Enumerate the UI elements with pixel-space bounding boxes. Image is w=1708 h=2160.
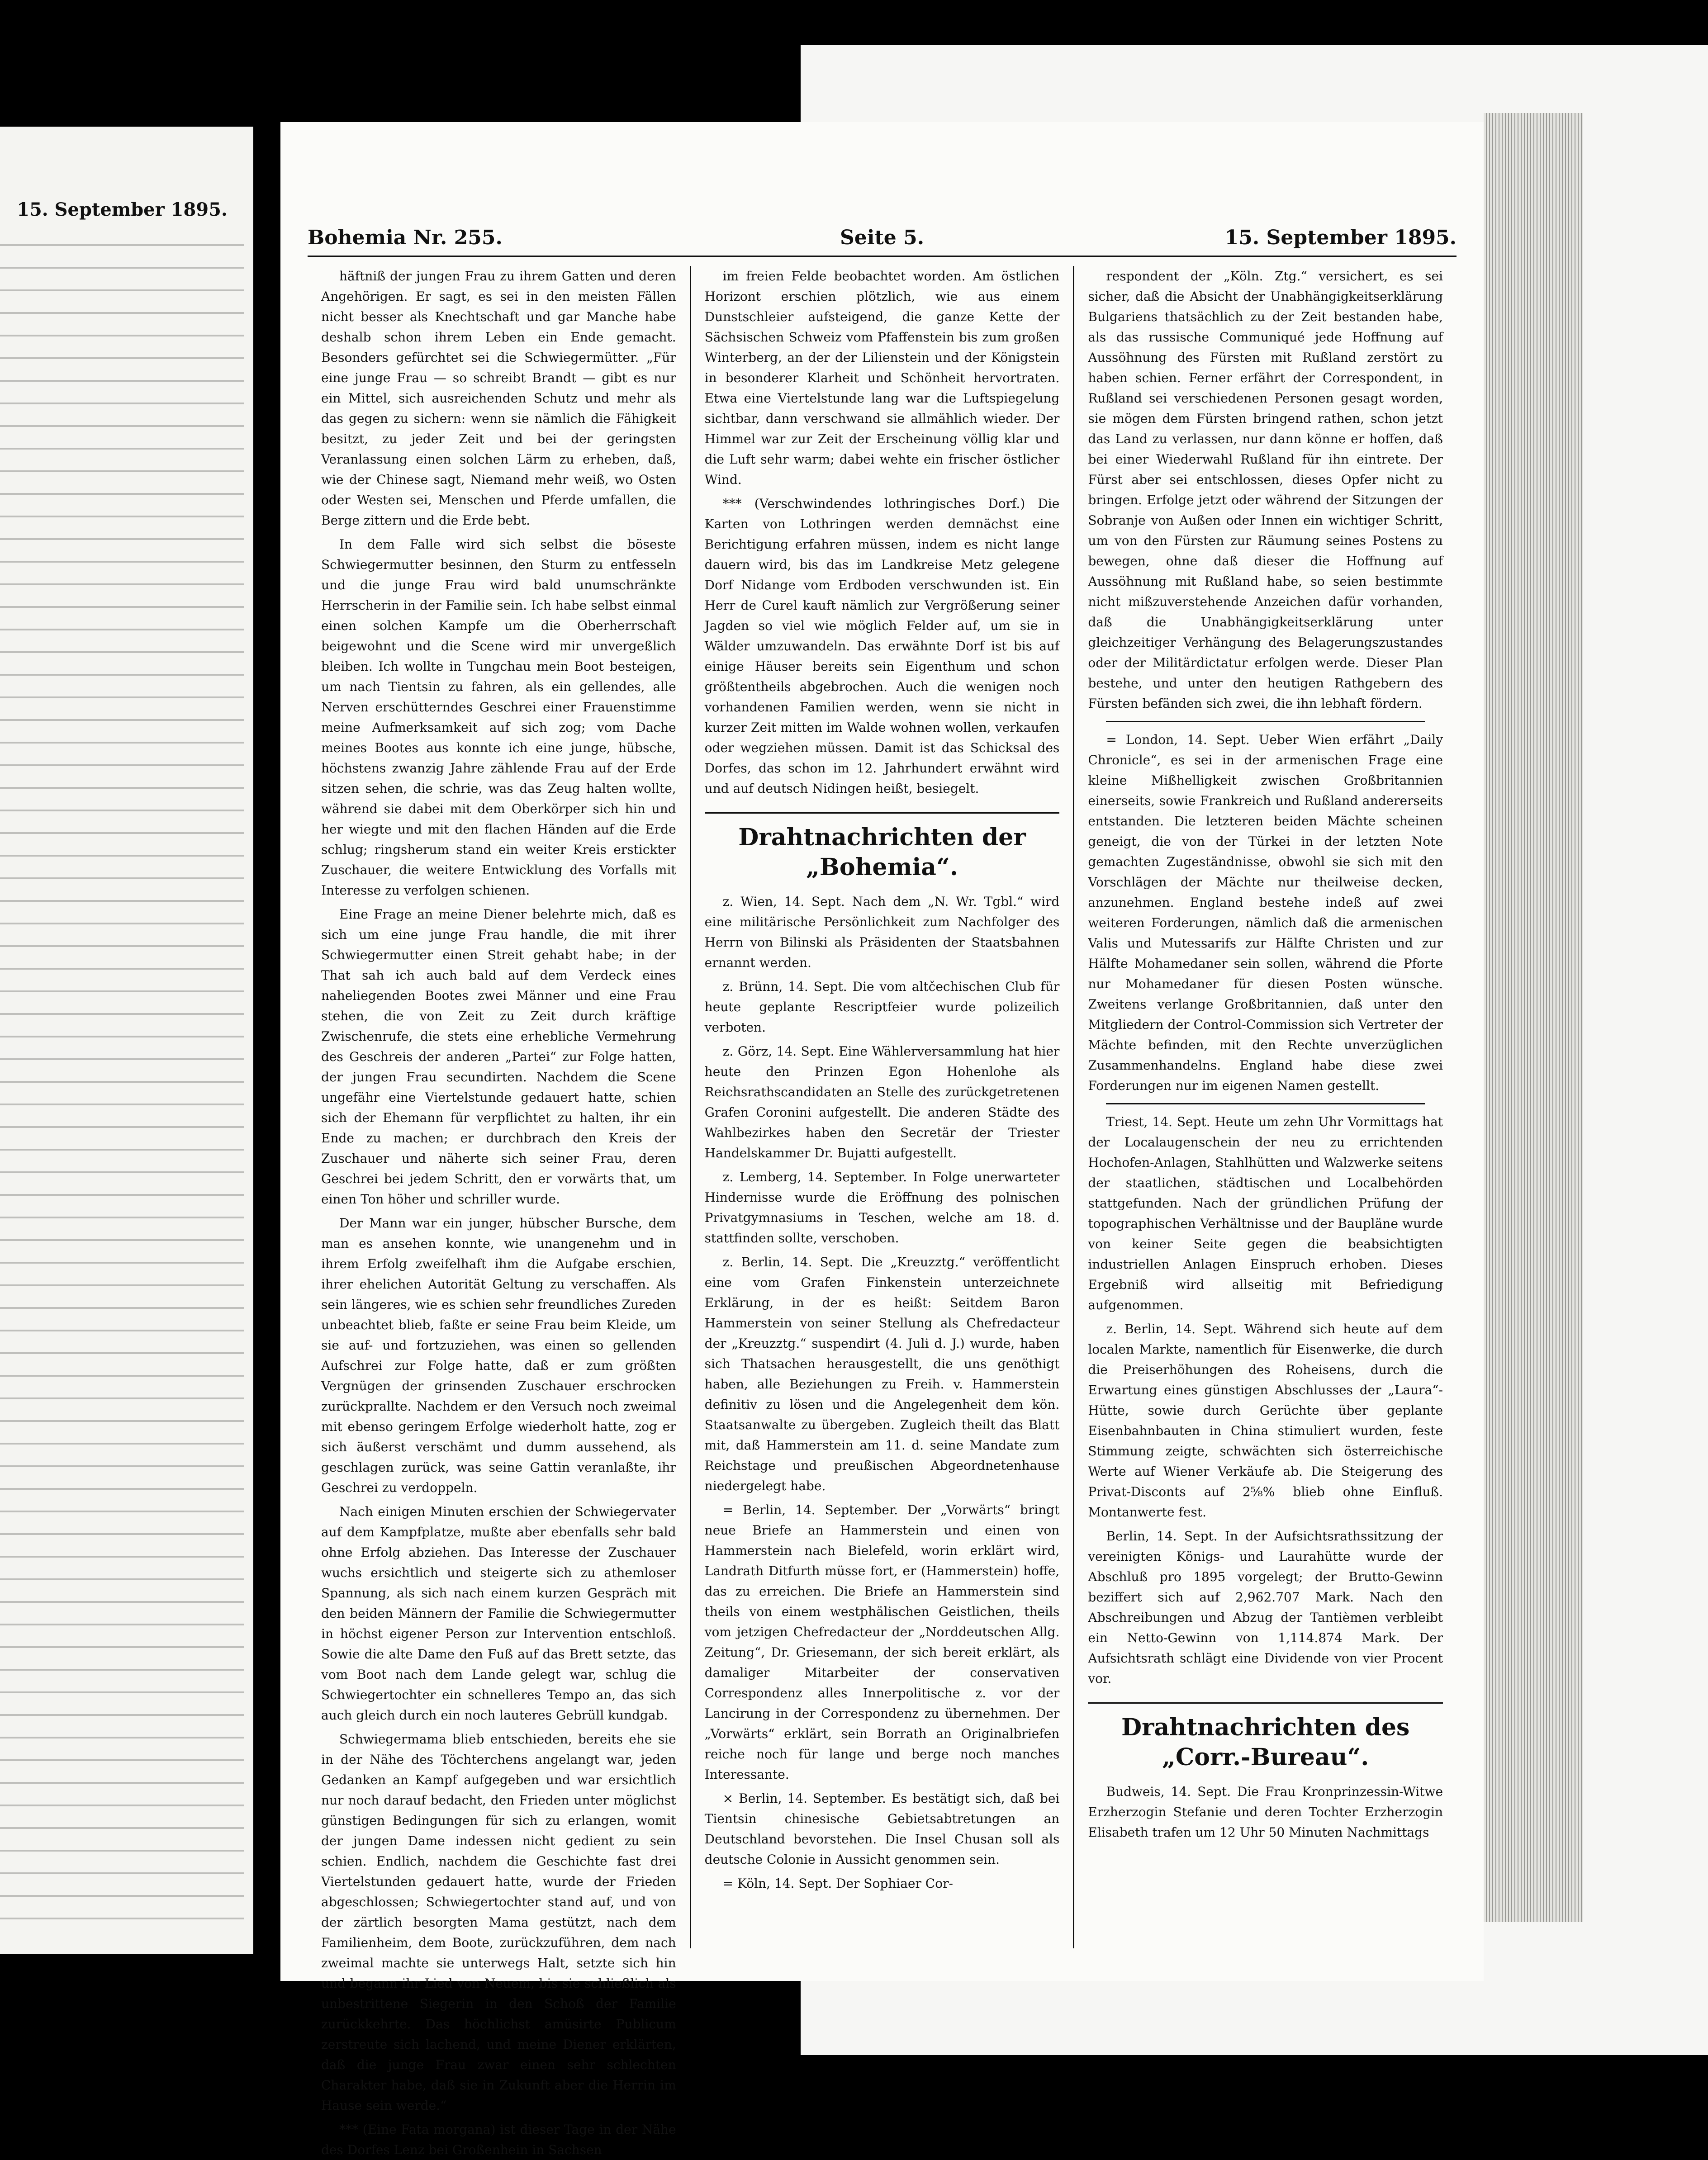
paragraph: Nach einigen Minuten erschien der Schwiegervater auf dem Kampfplatze, mußte aber ebenfalls sehr bald ohne Erfolg abziehen. Das Interesse der Zuschauer wuchs ersichtlich und steigerte sich zu athemloser Spannung, als sich nach einem kurzen Gespräch mit den beiden Männern der Familie die Schwiegermutter in höchst eigener Person zur Intervention entschloß. Sowie die alte Dame den Fuß auf das Brett setzte, das vom Boot nach dem Lande gelegt war, schlug die Schwiegertochter ein schnelleres Tempo an, das sich auch gleich durch ein noch lauteres Gebrüll kundgab.	[321, 1504, 676, 1723]
left-page-text	[0, 231, 244, 1940]
paragraph: Der Mann war ein junger, hübscher Bursche, dem man es ansehen konnte, wie unangenehm und in ihrem Erfolg zweifelhaft ihm die Aufgabe erschien, ihrer ehelichen Autorität Geltung zu verschaffen. Als sein längeres, wie es schien sehr freundliches Zureden unbeachtet blieb, faßte er seine Frau beim Kleide, um sie auf- und fortzuziehen, was einen so gellenden Aufschrei zur Folge hatte, daß er zum größten Vergnügen der grinsenden Zuschauer erschrocken zurückprallte. Nachdem er den Versuch noch zweimal mit ebenso geringem Erfolge wiederholt hatte, zog er sich äußerst verschämt und dumm aussehend, als geschlagen zurück, was seine Gattin veranlaßte, ihr Geschrei zu verdoppeln.	[321, 1216, 676, 1495]
news-item: = Berlin, 14. September. Der „Vorwärts“ bringt neue Briefe an Hammerstein und einen von Hammerstein nach Bielefeld, worin erklärt wird, Landrath Ditfurth müsse fort, er (Hammerstein) hoffe, das zu erreichen. Die Briefe an Hammerstein sind theils von einem westphälischen Geistlichen, theils vom jetzigen Chefredacteur der „Norddeutschen Allg. Zeitung“, Dr. Griesemann, der sich bereit erklärt, als damaliger Mitarbeiter der conservativen Correspondenz alles Innerpolitische z. vor der Lancirung in der Correspondenz zu übernehmen. Der „Vorwärts“ erklärt, sein Borrath an Originalbriefen reiche noch für lange und berge noch manches Interessante.	[704, 1502, 1060, 1782]
news-item: = Köln, 14. Sept. Der Sophiaer Cor-	[722, 1876, 953, 1891]
left-page	[0, 127, 253, 1954]
issue-number: Bohemia Nr. 255.	[308, 226, 503, 249]
news-item: z. Brünn, 14. Sept. Die vom altčechischen Club für heute geplante Rescriptfeier wurde polizeilich verboten.	[704, 979, 1060, 1035]
paragraph: im freien Felde beobachtet worden. Am östlichen Horizont erschien plötzlich, wie aus einem Dunstschleier aufsteigend, die ganze Kette der Sächsischen Schweiz vom Pfaffenstein bis zum großen Winterberg, an der der Lilienstein und der Königstein in besonderer Klarheit und Schönheit hervortraten. Etwa eine Viertelstunde lang war die Luftspiegelung sichtbar, dann verschwand sie allmählich wieder. Der Himmel war zur Zeit der Erscheinung völlig klar und die Luft sehr warm; dabei wehte ein frischer östlicher Wind.	[704, 269, 1060, 487]
divider	[1106, 1103, 1425, 1104]
paragraph: In dem Falle wird sich selbst die böseste Schwiegermutter besinnen, den Sturm zu entfesseln und die junge Frau wird bald unumschränkte Herrscherin in der Familie sein. Ich habe selbst einmal einen solchen Kampfe um die Oberherrschaft beigewohnt und die Scene wird mir unvergeßlich bleiben. Ich wollte in Tungchau mein Boot besteigen, um nach Tientsin zu fahren, als ein gellendes, alle Nerven erschütterndes Geschrei einer Frauenstimme meine Aufmerksamkeit auf sich zog; vom Dache meines Bootes aus konnte ich eine junge, hübsche, höchstens zwanzig Jahre zählende Frau auf der Erde sitzen sehen, die schrie, was das Zeug halten wollte, während sie dabei mit dem Oberkörper sich hin und her wiegte und mit den flachen Händen auf die Erde schlug; ringsherum stand ein weiter Kreis erstickter Zuschauer, die weitere Entwicklung des Vorfalls mit Interesse zu verfolgen schienen.	[321, 537, 676, 898]
section-title-corr-bureau: Drahtnachrichten des „Corr.-Bureau“.	[1088, 1702, 1443, 1772]
issue-date: 15. September 1895.	[1224, 226, 1457, 249]
newspaper-page	[280, 122, 1484, 2157]
news-item: respondent der „Köln. Ztg.“ versichert, es sei sicher, daß die Absicht der Unabhängigkeitserklärung Bulgariens thatsächlich zu der Zeit bestanden habe, als das russische Communiqué jede Hoffnung auf Aussöhnung des Fürsten mit Rußland zerstört zu haben schien. Ferner erfährt der Correspondent, in Rußland sei verschiedenen Personen gesagt worden, sie mögen dem Fürsten bringend rathen, schon jetzt das Land zu verlassen, nur dann könne er hoffen, daß bei einer Wiederwahl Rußland für ihn eintrete. Der Fürst aber sei entschlossen, dieses Opfer nicht zu bringen. Erfolge jetzt oder während der Sitzungen der Sobranje von Außen oder Innen ein wichtiger Schritt, um von den Fürsten zur Räumung seines Postens zu bewegen, ohne daß dieser die Hoffnung auf Aussöhnung mit Rußland habe, so seien bestimmte nicht mißzuverstehende Anzeichen dafür vorhanden, daß die Unabhängigkeitserklärung unter gleichzeitiger Verhängung des Belagerungszustandes oder der Militärdictatur erfolgen werde. Dieser Plan bestehe, und unter den heutigen Rathgebern des Fürsten befänden sich zwei, die ihn lebhaft fördern.	[1088, 269, 1443, 711]
column-2	[690, 266, 1073, 1948]
paragraph: häftniß der jungen Frau zu ihrem Gatten und deren Angehörigen. Er sagt, es sei in den meisten Fällen nicht besser als Knechtschaft und gar Manche habe deshalb schon ihrem Leben ein Ende gemacht. Besonders gefürchtet sei die Schwiegermütter. „Für eine junge Frau — so schreibt Brandt — gibt es nur ein Mittel, sich ausreichenden Schutz und mehr als das gegen zu sichern: wenn sie nämlich die Fähigkeit besitzt, zu jeder Zeit und bei der geringsten Veranlassung einen solchen Lärm zu erheben, daß, wie der Chinese sagt, Niemand mehr weiß, wo Osten oder Westen sei, Menschen und Pferde umfallen, die Berge zittern und die Erde bebt.	[321, 269, 676, 528]
book-page-edges	[1484, 113, 1583, 1922]
columns	[308, 266, 1457, 2157]
news-item: Triest, 14. Sept. Heute um zehn Uhr Vormittags hat der Localaugenschein der neu zu errichtenden Hochofen-Anlagen, Stahlhütten und Walzwerke seitens der staatlichen, städtischen und Localbehörden stattgefunden. Nach der gründlichen Prüfung der topographischen Verhältnisse und der Baupläne wurde von keiner Seite gegen die beabsichtigten industriellen Anlagen Einspruch erhoben. Dieses Ergebniß wird allseitig mit Befriedigung aufgenommen.	[1088, 1114, 1443, 1312]
paragraph: Schwiegermama blieb entschieden, bereits ehe sie in der Nähe des Töchterchens angelangt war, jeden Gedanken an Kampf aufgegeben und war ersichtlich nur noch darauf bedacht, den Frieden unter möglichst günstigen Bedingungen für sich zu erlangen, womit der jungen Dame indessen nicht gedient zu sein schien. Endlich, nachdem die Geschichte fast drei Viertelstunden gedauert hatte, wurde der Frieden abgeschlossen; Schwiegertochter stand auf, und von der zärtlich besorgten Mama gestützt, nach dem Familienheim, dem Boote, zurückzuführen, dem nach zweimal machte sie unterwegs Halt, setzte sich hin und begann ihr Lied von Neuem, bis sie schließlich als unbestrittene Siegerin in den Schoß der Familie zurückkehrte. Das höchlichst amüsirte Publicum zerstreute sich lachend, und meine Diener erklärten, daß die junge Frau zwar einen sehr schlechten Charakter habe, daß sie in Zukunft aber die Herrin im Hause sein werde.“	[321, 1732, 676, 2113]
paragraph: *** (Verschwindendes lothringisches Dorf.) Die Karten von Lothringen werden demnächst eine Berichtigung erfahren müssen, indem es nicht lange dauern wird, bis das im Landkreise Metz gelegene Dorf Nidange vom Erdboden verschwunden ist. Ein Herr de Curel kauft nämlich zur Vergrößerung seiner Jagden so viel wie möglich Felder auf, um sie in Wälder umzuwandeln. Das erwähnte Dorf ist bis auf einige Häuser bereits sein Eigenthum und schon größtentheils abgebrochen. Auch die wenigen noch vorhandenen Familien werden, wenn sie nicht in kurzer Zeit mitten im Walde wohnen wollen, verkaufen oder wegziehen müssen. Damit ist das Schicksal des Dorfes, das schon im 12. Jahrhundert erwähnt wird und auf deutsch Nidingen heißt, besiegelt.	[704, 496, 1060, 796]
column-1	[308, 266, 690, 2157]
news-item: z. Berlin, 14. Sept. Während sich heute auf dem localen Markte, namentlich für Eisenwerke, die durch die Preiserhöhungen des Roheisens, durch die Erwartung eines günstigen Abschlusses der „Laura“-Hütte, sowie durch Gerüchte über geplante Eisenbahnbauten in China stimuliert wurden, feste Stimmung zeigte, schwächten sich österreichische Werte auf Wiener Verkäufe ab. Die Steigerung des Privat-Disconts auf 2⅝% blieb ohne Einfluß. Montanwerte fest.	[1088, 1322, 1443, 1520]
news-item: z. Lemberg, 14. September. In Folge unerwarteter Hindernisse wurde die Eröffnung des polnischen Privatgymnasiums in Teschen, welche am 18. d. stattfinden sollte, verschoben.	[704, 1170, 1060, 1246]
page-header	[308, 197, 1457, 257]
left-page-date: 15. September 1895.	[17, 199, 228, 220]
paragraph: *** (Eine Fata morgana) ist dieser Tage in der Nähe des Dorfes Lenz bei Großenhein in Sachsen	[321, 2122, 676, 2157]
news-item: Budweis, 14. Sept. Die Frau Kronprinzessin-Witwe Erzherzogin Stefanie und deren Tochter Erzherzogin Elisabeth trafen um 12 Uhr 50 Minuten Nachmittags	[1088, 1784, 1443, 1840]
news-item: z. Wien, 14. Sept. Nach dem „N. Wr. Tgbl.“ wird eine militärische Persönlichkeit zum Nachfolger des Herrn von Bilinski als Präsidenten der Staatsbahnen ernannt werden.	[704, 894, 1060, 970]
divider	[1106, 721, 1425, 722]
column-3	[1073, 266, 1457, 1948]
section-title-bohemia: Drahtnachrichten der „Bohemia“.	[705, 812, 1060, 882]
news-item: = London, 14. Sept. Ueber Wien erfährt „Daily Chronicle“, es sei in der armenischen Frage eine kleine Mißhelligkeit zwischen Großbritannien einerseits, sowie Frankreich und Rußland andererseits entstanden. Die letzteren beiden Mächte scheinen geneigt, die von der Türkei in der letzten Note gemachten Zugeständnisse, obwohl sie sich mit den Vorschlägen der Mächte nur theilweise decken, anzunehmen. England bestehe indeß auf zwei weiteren Forderungen, nämlich daß die armenischen Valis und Mutessarifs zur Hälfte Christen und zur Hälfte Mohamedaner sein sollen, während die Pforte nur Mohamedaner für diesen Posten wünsche. Zweitens verlange Großbritannien, daß unter den Mitgliedern der Control-Commission sich Vertreter der Mächte befinden, mit den Rechte unverzüglichen Zusammenhandelns. England habe diese zwei Forderungen nur im eigenen Namen gestellt.	[1088, 732, 1443, 1093]
news-item: × Berlin, 14. September. Es bestätigt sich, daß bei Tientsin chinesische Gebietsabtretungen an Deutschland bevorstehen. Die Insel Chusan soll als deutsche Colonie in Aussicht genommen sein.	[704, 1791, 1060, 1867]
paragraph: Eine Frage an meine Diener belehrte mich, daß es sich um eine junge Frau handle, die mit ihrer Schwiegermutter einen Streit gehabt habe; in der That sah ich auch bald auf dem Verdeck eines naheliegenden Bootes zwei Männer und eine Frau stehen, die von Zeit zu Zeit durch kräftige Zwischenrufe, die stets eine erhebliche Vermehrung des Geschreis der anderen „Partei“ zur Folge hatten, der jungen Frau secundirten. Nachdem die Scene ungefähr eine Viertelstunde gedauert hatte, schien sich der Ehemann für verpflichtet zu halten, ihr ein Ende zu machen; er durchbrach den Kreis der Zuschauer und näherte sich seiner Frau, deren Geschrei bei jedem Schritt, den er vorwärts that, um einen Ton höher und schriller wurde.	[321, 907, 676, 1207]
page-number: Seite 5.	[840, 226, 925, 249]
news-item: Berlin, 14. Sept. In der Aufsichtsrathssitzung der vereinigten Königs- und Laurahütte wurde der Abschluß pro 1895 vorgelegt; der Brutto-Gewinn beziffert sich auf 2,962.707 Mark. Nach den Abschreibungen und Abzug der Tantièmen verbleibt ein Netto-Gewinn von 1,114.874 Mark. Der Aufsichtsrath schlägt eine Dividende von vier Procent vor.	[1088, 1529, 1443, 1686]
news-item: z. Berlin, 14. Sept. Die „Kreuzztg.“ veröffentlicht eine vom Grafen Finkenstein unterzeichnete Erklärung, in der es heißt: Seitdem Baron Hammerstein von seiner Stellung als Chefredacteur der „Kreuzztg.“ suspendirt (4. Juli d. J.) wurde, haben sich Thatsachen herausgestellt, die uns genöthigt haben, alle Beziehungen zu Freih. v. Hammerstein definitiv zu lösen und die Angelegenheit dem kön. Staatsanwalte zu übergeben. Zugleich theilt das Blatt mit, daß Hammerstein am 11. d. seine Mandate zum Reichstage und preußischen Abgeordnetenhause niedergelegt habe.	[704, 1255, 1060, 1493]
news-item: z. Görz, 14. Sept. Eine Wählerversammlung hat hier heute den Prinzen Egon Hohenlohe als Reichsrathscandidaten an Stelle des zurückgetretenen Grafen Coronini aufgestellt. Die anderen Städte des Wahlbezirkes haben den Secretär der Triester Handelskammer Dr. Bujatti aufgestellt.	[704, 1044, 1060, 1161]
